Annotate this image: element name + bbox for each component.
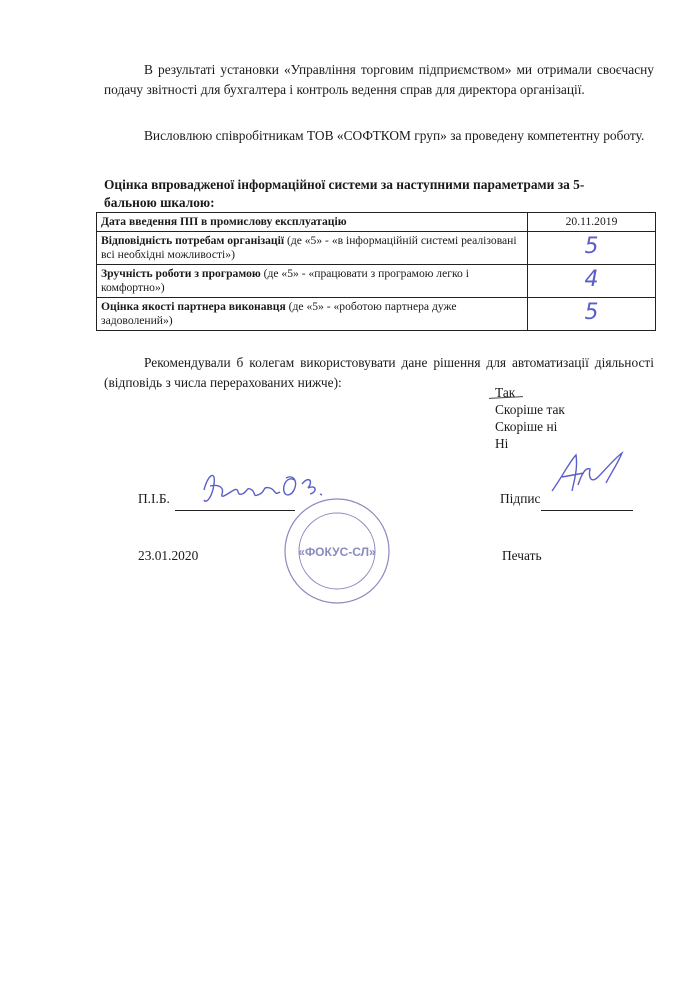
- option-no: Ні: [495, 436, 509, 451]
- param-cell: [97, 265, 528, 298]
- handwritten-score: 4: [584, 266, 599, 292]
- table-row: [97, 232, 656, 265]
- signature-label: Підпис: [500, 491, 541, 506]
- stamp-label: Печать: [502, 548, 542, 563]
- signature-line: [541, 510, 633, 511]
- svg-text:«ФОКУС-СЛ»: «ФОКУС-СЛ»: [298, 545, 376, 559]
- param-cell: [97, 298, 528, 331]
- answer-options: [495, 384, 565, 452]
- param-desc: (де «5» - «працювати з програмою легко і комфортно»): [101, 267, 469, 294]
- name-label: П.І.Б.: [138, 491, 170, 506]
- table-row: [97, 213, 656, 232]
- option-rather-yes: Скоріше так: [495, 402, 565, 417]
- option-rather-no: Скоріше ні: [495, 419, 558, 434]
- param-label: Відповідність потребам організації: [101, 234, 285, 247]
- handwritten-score: 5: [584, 233, 599, 259]
- score-cell: [528, 298, 656, 331]
- param-label: Зручність роботи з програмою: [101, 267, 261, 280]
- score-cell: [528, 232, 656, 265]
- param-label: Оцінка якості партнера виконавця: [101, 300, 286, 313]
- table-row: [97, 265, 656, 298]
- evaluation-table: [96, 212, 656, 331]
- recommendation-paragraph: Рекомендували б колегам використовувати дане рішення для автоматизації діяльності (відповідь з числа перерахованих нижче):: [104, 355, 654, 390]
- score-cell: [528, 265, 656, 298]
- company-stamp: [282, 496, 392, 606]
- result-paragraph: В результаті установки «Управління торговим підприємством» ми отримали своєчасну подачу звітності для бухгалтера і контроль ведення справ для директора організації.: [104, 62, 654, 97]
- date-label-cell: Дата введення ПП в промислову експлуатацію: [97, 213, 528, 232]
- document-date: 23.01.2020: [138, 548, 199, 563]
- param-cell: [97, 232, 528, 265]
- date-value-cell: 20.11.2019: [528, 213, 656, 232]
- thanks-paragraph: Висловлюю співробітникам ТОВ «СОФТКОМ груп» за проведену компетентну роботу.: [144, 128, 645, 143]
- param-desc: (де «5» - «в інформаційній системі реалізовані всі необхідні можливості»): [101, 234, 517, 261]
- table-row: [97, 298, 656, 331]
- param-desc: (де «5» - «роботою партнера дуже задоволений»): [101, 300, 457, 327]
- signature: [548, 447, 628, 497]
- option-yes: Так: [495, 384, 565, 401]
- handwritten-score: 5: [584, 299, 599, 325]
- evaluation-heading: Оцінка впровадженої інформаційної системи за наступними параметрами за 5-бальною шкалою:: [104, 177, 585, 210]
